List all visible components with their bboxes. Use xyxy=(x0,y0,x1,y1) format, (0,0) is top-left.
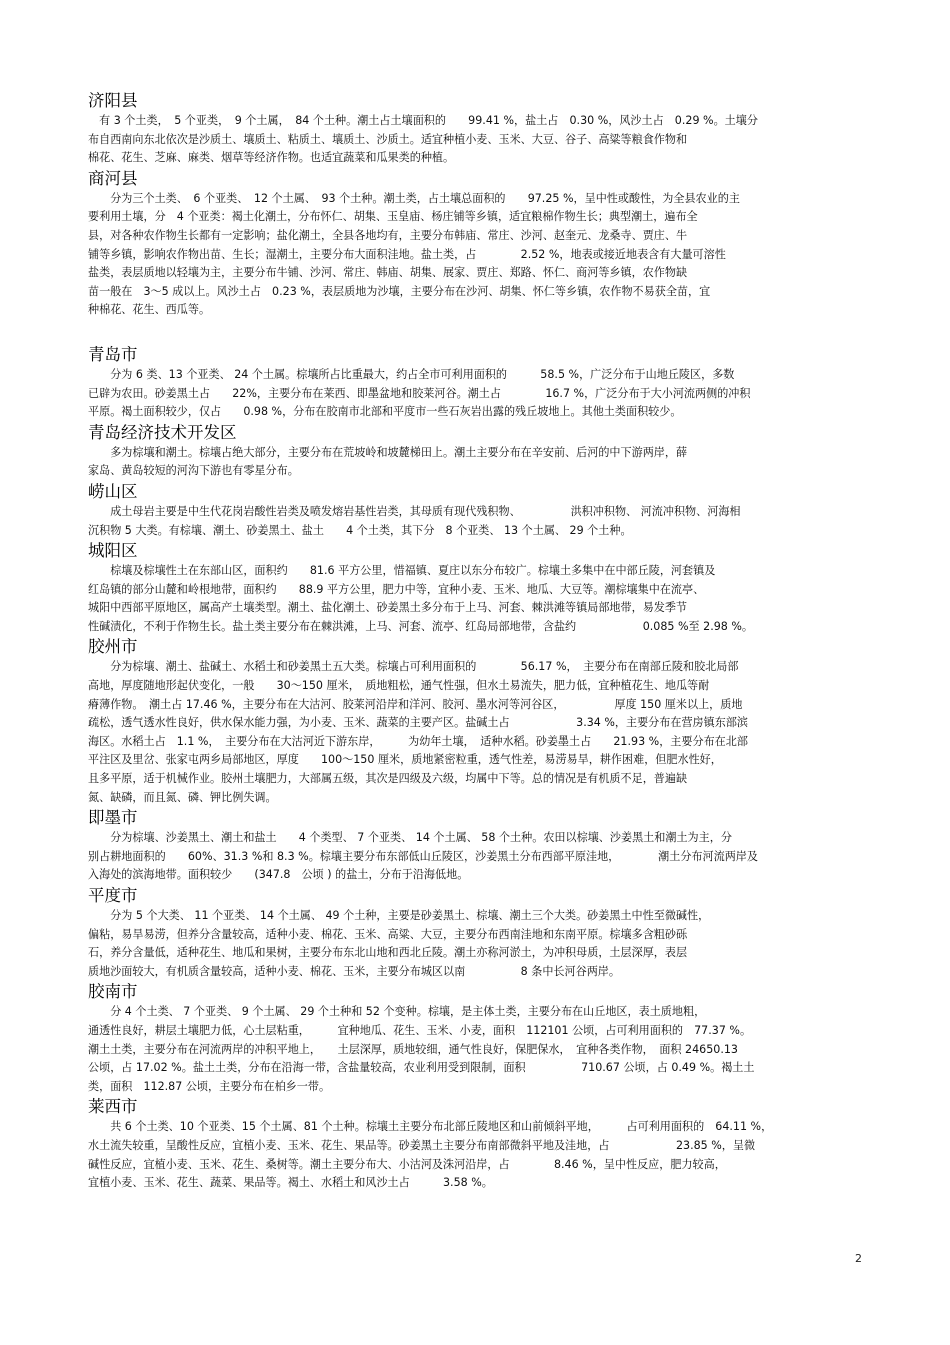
text-line: 分 4 个土类、 7 个亚类、 9 个土属、 29 个土种和 52 个变种。棕壤，是主体土类，主要分布在山丘地区，表土质地粗， xyxy=(88,1005,706,1019)
text-line: 苗一般在 3～5 成以上。风沙土占 0.23 %，表层质地为沙壤，主要分布在沙河、胡集、怀仁等乡镇，农作物不易获全苗，宜 xyxy=(88,284,711,298)
text-line: 盐类，表层质地以轻壤为主，主要分布牛铺、沙河、常庄、韩庙、胡集、展家、贾庄、郑路、怀仁、商河等乡镇，农作物缺 xyxy=(88,266,688,280)
section-body xyxy=(88,907,863,981)
section-heading: 青岛市 xyxy=(88,344,138,364)
section-body xyxy=(88,112,863,168)
text-line: 已辟为农田。砂姜黑土占 22%，主要分布在莱西、即墨盆地和胶莱河谷。潮土占 16.7 %，广泛分布于大小河流两侧的冲积 xyxy=(88,386,751,400)
text-line: 家岛、黄岛较短的河沟下游也有零星分布。 xyxy=(88,464,299,478)
section-heading: 即墨市 xyxy=(88,808,138,828)
text-line: 高地，厚度随地形起伏变化，一般 30～150 厘米， 质地粗松，通气性强，但水土易流失，肥力低，宜种植花生、地瓜等耐 xyxy=(88,679,710,693)
text-line: 且多平原，适于机械作业。胶州土壤肥力，大部属五级，其次是四级及六级，均属中下等。总的情况是有机质不足，普遍缺 xyxy=(88,772,688,786)
section-spacer xyxy=(88,320,863,344)
section-body xyxy=(88,366,863,422)
section-heading: 胶南市 xyxy=(88,982,138,1002)
section-body xyxy=(88,190,863,320)
county-section xyxy=(88,168,863,320)
text-line: 平注区及里岔、张家屯两乡局部地区，厚度 100～150 厘米，质地紧密粒重，透气性差，易涝易旱，耕作困难，但肥水性好， xyxy=(88,753,722,767)
text-line: 分为棕壤、沙姜黑土、潮土和盐土 4 个类型、 7 个亚类、 14 个土属、 58 个土种。农田以棕壤、沙姜黑土和潮土为主，分 xyxy=(88,831,732,845)
county-section xyxy=(88,1096,863,1192)
page-number: 2 xyxy=(855,1252,862,1265)
section-heading: 莱西市 xyxy=(88,1097,138,1117)
text-line: 多为棕壤和潮土。棕壤占绝大部分，主要分布在荒坡岭和坡麓梯田上。潮土主要分布在辛安前、后河的中下游两岸，薛 xyxy=(88,445,688,459)
text-line: 有 3 个土类， 5 个亚类， 9 个土属， 84 个土种。潮土占土壤面积的 99.41 %，盐土占 0.30 %，风沙土占 0.29 %。土壤分 xyxy=(88,114,758,127)
document-page xyxy=(88,90,863,1193)
section-heading: 商河县 xyxy=(88,168,138,188)
text-line: 水土流失较重，呈酸性反应，宜植小麦、玉米、花生、果品等。砂姜黑土主要分布南部微斜平地及洼地，占 23.85 %，呈微 xyxy=(88,1138,756,1152)
section-body xyxy=(88,562,863,636)
county-section xyxy=(88,807,863,885)
text-line: 棉花、花生、芝麻、麻类、烟草等经济作物。也适宜蔬菜和瓜果类的种植。 xyxy=(88,151,455,165)
section-heading: 济阳县 xyxy=(88,91,138,110)
county-section xyxy=(88,540,863,636)
text-line: 性碱渍化，不利于作物生长。盐土类主要分布在棘洪滩，上马、河套、流亭、红岛局部地带，含盐约 0.085 %至 2.98 %。 xyxy=(88,619,754,633)
text-line: 偏粘，易旱易涝，但养分含量较高，适种小麦、棉花、玉米、高粱、大豆，主要分布西南洼地和东南平原。棕壤多含粗砂砾 xyxy=(88,927,688,941)
text-line: 潮土土类，主要分布在河流两岸的冲积平地上， 土层深厚，质地较细，通气性良好，保肥保水， 宜种各类作物， 面积 24650.13 xyxy=(88,1042,738,1056)
text-line: 公顷，占 17.02 %。盐土土类，分布在沿海一带，含盐量较高，农业利用受到限制，面积 710.67 公顷，占 0.49 %。褐土土 xyxy=(88,1061,755,1075)
county-section xyxy=(88,344,863,422)
section-heading: 胶州市 xyxy=(88,637,138,657)
text-line: 通透性良好，耕层土壤肥力低，心土层粘重， 宜种地瓜、花生、玉米、小麦，面积 112101 公顷，占可利用面积的 77.37 %。 xyxy=(88,1023,752,1037)
text-line: 石，养分含量低，适种花生、地瓜和果树，主要分布东北山地和西北丘陵。潮土亦称河淤土，为冲积母质，土层深厚，表层 xyxy=(88,946,688,960)
text-line: 共 6 个土类、10 个亚类、15 个土属、81 个土种。棕壤土主要分布北部丘陵地区和山前倾斜平地， 占可利用面积的 64.11 %， xyxy=(88,1120,773,1134)
text-line: 海区。水稻土占 1.1 %， 主要分布在大沽河近下游东岸， 为幼年土壤， 适种水稻。砂姜墨土占 21.93 %，主要分布在北部 xyxy=(88,734,748,748)
county-section xyxy=(88,885,863,981)
county-section xyxy=(88,481,863,540)
section-heading: 崂山区 xyxy=(88,481,138,501)
text-line: 要利用土壤，分 4 个亚类：褐土化潮土，分布怀仁、胡集、玉皇庙、杨庄铺等乡镇，适宜粮棉作物生长；典型潮土，遍布全 xyxy=(88,210,698,224)
text-line: 棕壤及棕壤性土在东部山区，面积约 81.6 平方公里，惜福镇、夏庄以东分布较广。棕壤土多集中在中部丘陵，河套镇及 xyxy=(88,564,716,578)
text-line: 分为三个土类、 6 个亚类、 12 个土属、 93 个土种。潮土类，占土壤总面积的 97.25 %，呈中性或酸性，为全县农业的主 xyxy=(88,191,740,205)
section-heading: 青岛经济技术开发区 xyxy=(88,422,237,442)
text-line: 成土母岩主要是中生代花岗岩酸性岩类及喷发熔岩基性岩类，其母质有现代残积物、 洪积冲积物、 河流冲积物、河海相 xyxy=(88,504,741,518)
section-body xyxy=(88,1118,863,1192)
text-line: 宜植小麦、玉米、花生、蔬菜、果品等。褐土、水稻土和风沙土占 3.58 %。 xyxy=(88,1176,493,1190)
text-line: 种棉花、花生、西瓜等。 xyxy=(88,303,211,317)
section-heading: 平度市 xyxy=(88,886,138,905)
section-body xyxy=(88,503,863,540)
section-body xyxy=(88,658,863,807)
text-line: 布自西南向东北依次是沙质土、壤质土、粘质土、壤质土、沙质土。适宜种植小麦、玉米、大豆、谷子、高粱等粮食作物和 xyxy=(88,132,688,146)
text-line: 疏松，透气透水性良好，供水保水能力强，为小麦、玉米、蔬菜的主要产区。盐碱土占 3.34 %，主要分布在营房镇东部滨 xyxy=(88,716,749,730)
section-body xyxy=(88,1003,863,1096)
county-section xyxy=(88,636,863,807)
county-section xyxy=(88,422,863,481)
county-section xyxy=(88,981,863,1096)
section-body xyxy=(88,444,863,481)
text-line: 类，面积 112.87 公顷，主要分布在柏乡一带。 xyxy=(88,1079,331,1093)
section-heading: 城阳区 xyxy=(88,541,138,561)
text-line: 瘠薄作物。 潮土占 17.46 %，主要分布在大沽河、胶莱河沿岸和洋河、胶河、墨水河等河谷区， 厚度 150 厘米以上，质地 xyxy=(88,697,743,711)
text-line: 平原。褐土面积较少，仅占 0.98 %，分布在胶南市北部和平度市一些石灰岩出露的残丘坡地上。其他土类面积较少。 xyxy=(88,405,682,419)
text-line: 别占耕地面积的 60%、31.3 %和 8.3 %。棕壤主要分布东部低山丘陵区，沙姜黑土分布西部平原洼地， 潮土分布河流两岸及 xyxy=(88,849,758,863)
county-section xyxy=(88,90,863,168)
text-line: 沉积物 5 大类。有棕壤、潮土、砂姜黑土、盐土 4 个土类，其下分 8 个亚类、 13 个土属、 29 个土种。 xyxy=(88,523,632,537)
text-line: 红岛镇的部分山麓和岭根地带，面积约 88.9 平方公里，肥力中等，宜种小麦、玉米、地瓜、大豆等。潮棕壤集中在流亭、 xyxy=(88,582,705,596)
text-line: 入海处的滨海地带。面积较少 (347.8 公顷 ) 的盐土，分布于沿海低地。 xyxy=(88,868,469,882)
text-line: 质地沙面较大，有机质含量较高，适种小麦、棉花、玉米，主要分布城区以南 8 条中长河谷两岸。 xyxy=(88,964,620,978)
text-line: 氮、缺磷，而且氮、磷、钾比例失调。 xyxy=(88,790,277,804)
text-line: 分为 6 类、13 个亚类、 24 个土属。棕壤所占比重最大，约占全市可利用面积的 58.5 %，广泛分布于山地丘陵区，多数 xyxy=(88,367,735,381)
text-line: 城阳中西部平原地区，属高产土壤类型。潮土、盐化潮土、砂姜黑土多分布于上马、河套、棘洪滩等镇局部地带，易发季节 xyxy=(88,601,688,615)
text-line: 县，对各种农作物生长都有一定影响；盐化潮土，全县各地均有，主要分布韩庙、常庄、沙河、赵奎元、龙桑寺、贾庄、牛 xyxy=(88,228,688,242)
text-line: 碱性反应，宜植小麦、玉米、花生、桑树等。潮土主要分布大、小沽河及洙河沿岸，占 8.46 %，呈中性反应，肥力较高， xyxy=(88,1157,726,1171)
text-line: 分为 5 个大类、 11 个亚类、 14 个土属、 49 个土种，主要是砂姜黑土、棕壤、潮土三个大类。砂姜黑土中性至微碱性， xyxy=(88,909,710,922)
text-line: 铺等乡镇，影响农作物出苗、生长；湿潮土，主要分布大面积洼地。盐土类，占 2.52 %，地表或接近地表含有大量可溶性 xyxy=(88,247,726,261)
text-line: 分为棕壤、潮土、盐碱土、水稻土和砂姜黑土五大类。棕壤占可利用面积的 56.17 %， 主要分布在南部丘陵和胶北局部 xyxy=(88,660,739,674)
section-body xyxy=(88,829,863,885)
